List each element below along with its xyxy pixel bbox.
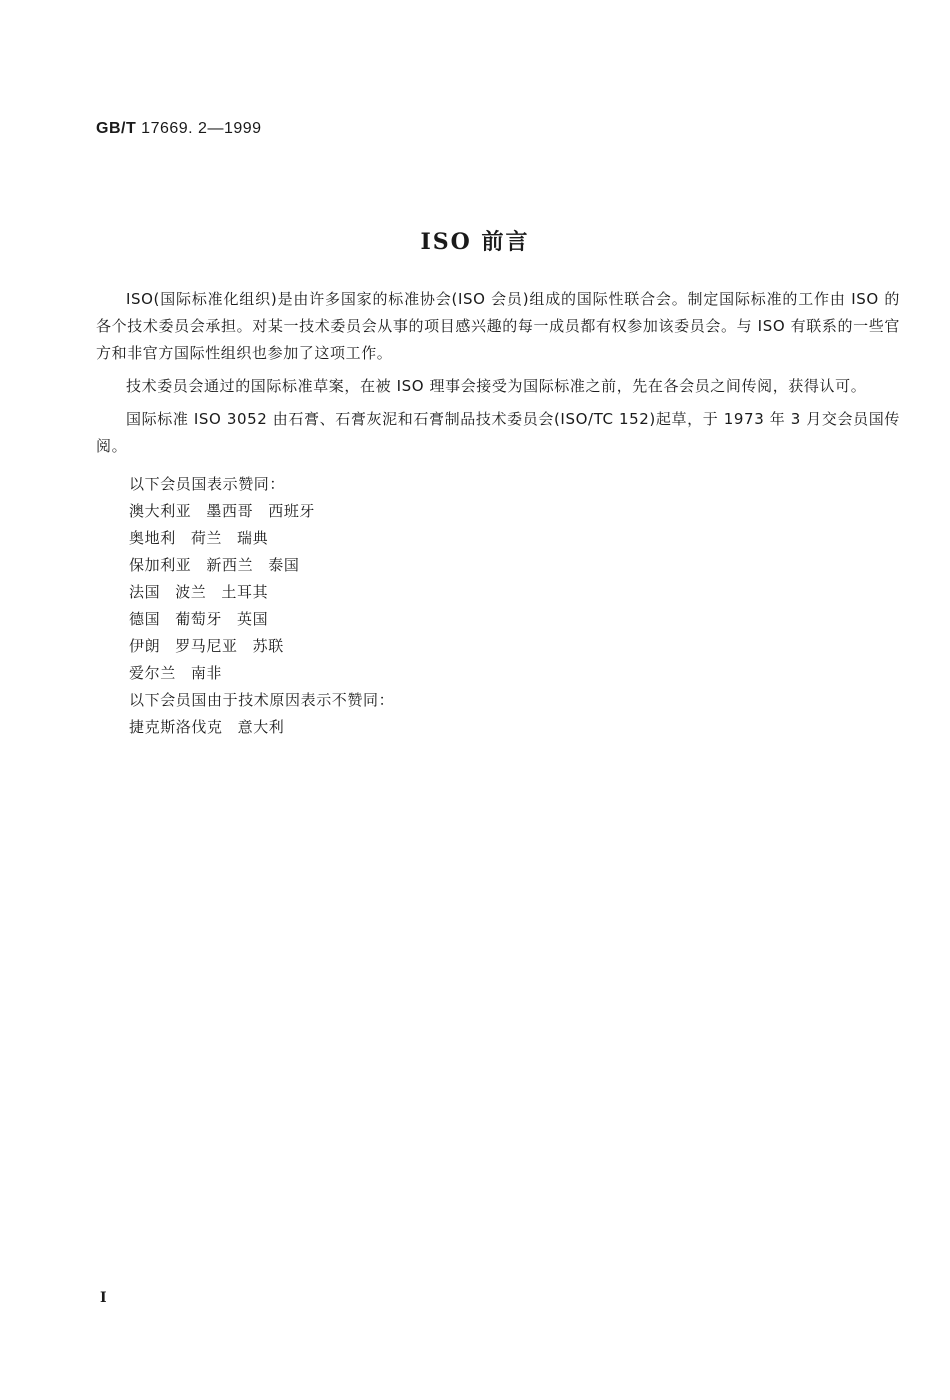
country: 爱尔兰 [129, 664, 176, 682]
approve-row [129, 608, 283, 629]
approve-row [129, 581, 283, 602]
standard-number: 17669. 2—1999 [136, 120, 262, 137]
country: 德国 [129, 610, 161, 628]
country: 苏联 [252, 637, 284, 655]
page-number: I [100, 1290, 107, 1306]
country: 罗马尼亚 [175, 637, 238, 655]
disapprove-row [129, 716, 299, 737]
standard-code [96, 120, 262, 138]
paragraph-iso-intro: ISO(国际标准化组织)是由许多国家的标准协会(ISO 会员)组成的国际性联合会。制定国际标准的工作由 ISO 的各个技术委员会承担。对某一技术委员会从事的项目感兴趣的每一成员都有权参加该委员会。与 ISO 有联系的一些官方和非官方国际性组织也参加了这项工作。 [96, 290, 900, 362]
country: 英国 [237, 610, 269, 628]
country: 瑞典 [237, 529, 269, 547]
country: 法国 [129, 583, 161, 601]
foreword-body [96, 286, 900, 466]
country: 捷克斯洛伐克 [129, 718, 223, 736]
approve-row [129, 554, 314, 575]
approve-row [129, 662, 237, 683]
country: 新西兰 [206, 556, 254, 574]
country: 伊朗 [129, 637, 161, 655]
country: 波兰 [175, 583, 207, 601]
page-title: ISO 前言 [420, 229, 530, 255]
approve-row [129, 500, 330, 521]
approve-heading: 以下会员国表示赞同： [129, 475, 286, 493]
country: 保加利亚 [129, 556, 192, 574]
country: 葡萄牙 [175, 610, 223, 628]
country: 澳大利亚 [129, 502, 192, 520]
disapprove-heading: 以下会员国由于技术原因表示不赞同： [129, 691, 395, 709]
country: 荷兰 [190, 529, 223, 547]
standard-prefix: GB/T [96, 120, 137, 137]
country: 奥地利 [129, 529, 176, 547]
country: 土耳其 [221, 583, 269, 601]
country: 意大利 [237, 718, 285, 736]
country: 南非 [190, 664, 223, 682]
country: 泰国 [268, 556, 300, 574]
approve-row [129, 527, 283, 548]
country: 西班牙 [268, 502, 316, 520]
country: 墨西哥 [206, 502, 254, 520]
paragraph-iso-3052: 国际标准 ISO 3052 由石膏、石膏灰泥和石膏制品技术委员会(ISO/TC 152)起草，于 1973 年 3 月交会员国传阅。 [96, 410, 900, 455]
paragraph-draft-circulation: 技术委员会通过的国际标准草案，在被 ISO 理事会接受为国际标准之前，先在各会员之间传阅，获得认可。 [126, 377, 867, 395]
approve-row [129, 635, 299, 656]
